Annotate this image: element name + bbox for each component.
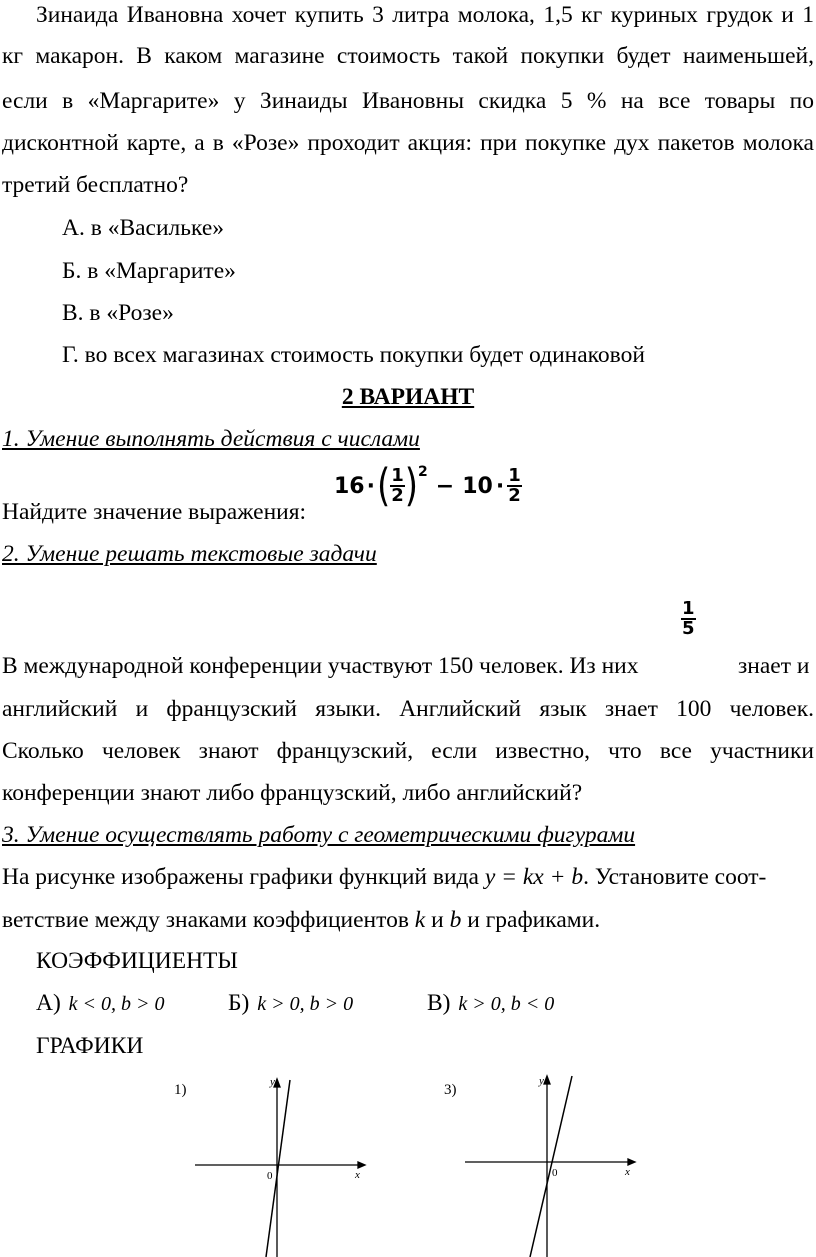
coef-c-label: В) [427, 990, 451, 1016]
graph-3-y-arrow [544, 1076, 550, 1084]
problem-line-1: Зинаида Ивановна хочет купить 3 литра молока, 1,5 кг куриных грудок и 1 [36, 2, 814, 28]
task1-skill-title: 1. Умение выполнять действия с числами [2, 426, 420, 452]
graph-1-x-label: x [355, 1169, 360, 1181]
expr-number-10: 10 [462, 473, 493, 499]
task3-line-2-text: ветствие между знаками коэффициентов [2, 907, 415, 933]
answer-option-c: В. в «Розе» [62, 300, 174, 326]
graph-3-origin: 0 [552, 1167, 558, 1179]
graph-3-y-label: y [539, 1075, 544, 1087]
coef-c-expr: k > 0, b < 0 [458, 993, 555, 1015]
task1-expression: 16 · ( $\frac{1}{2}$ ) 2 − 10 · $\frac{1}{2}$ [334, 460, 521, 512]
task2-fraction-den: 5 [682, 618, 695, 639]
task2-line-1b: знает и [738, 653, 810, 679]
expr-fraction-2-den: 2 [508, 485, 521, 506]
task3-skill-title: 3. Умение осуществлять работу с геометрическими фигурами [2, 822, 636, 848]
graph-3 [460, 1072, 640, 1257]
graph-1-number: 1) [174, 1082, 187, 1098]
expr-minus: − [435, 473, 455, 499]
task3-and: и [425, 907, 450, 933]
task3-line-2 [2, 905, 600, 935]
graph-3-number: 3) [444, 1082, 457, 1098]
coef-b [228, 988, 353, 1019]
coef-c [427, 988, 554, 1019]
graph-1-origin: 0 [267, 1170, 273, 1182]
problem-line-5: третий бесплатно? [2, 172, 189, 198]
task3-line-1 [2, 862, 766, 892]
task1-text: Найдите значение выражения: [2, 499, 307, 525]
variant-heading: 2 ВАРИАНТ [341, 384, 475, 410]
graph-1-x-arrow [358, 1162, 365, 1168]
task2-line-2: английский и французский языки. Английский язык знает 100 человек. [2, 696, 814, 722]
graph-3-line [530, 1076, 572, 1257]
task2-line-3: Сколько человек знают французский, если известно, что все участники [2, 738, 814, 764]
answer-option-d: Г. во всех магазинах стоимость покупки будет одинаковой [62, 342, 645, 368]
answer-option-a: А. в «Васильке» [62, 215, 225, 241]
task3-line-2-end: и графиками. [461, 907, 601, 933]
problem-line-4: дисконтной карте, а в «Розе» проходит акция: при покупке дух пакетов молока [2, 130, 814, 156]
expr-fraction-1-num: 1 [391, 465, 404, 486]
expr-number-16: 16 [334, 473, 365, 499]
expr-fraction-2-num: 1 [508, 465, 521, 486]
task3-line-1-text: На рисунке изображены графики функций вида [2, 864, 485, 890]
coef-a [36, 988, 165, 1019]
task2-fraction [681, 600, 696, 638]
expr-fraction-1-den: 2 [391, 485, 404, 506]
task3-line-1-end: . Установите соот- [583, 864, 767, 890]
expr-fraction-2 [507, 467, 522, 505]
graph-1-y-arrow [274, 1079, 280, 1087]
graph-3-x-arrow [628, 1159, 635, 1165]
graph-1-y-label: y [270, 1076, 275, 1088]
graph-1 [190, 1075, 370, 1257]
task2-line-4: конференции знают либо французский, либо английский? [2, 780, 583, 806]
coef-b-expr: k > 0, b > 0 [257, 993, 354, 1015]
task2-fraction-num: 1 [682, 598, 695, 619]
answer-option-b: Б. в «Маргарите» [62, 258, 236, 284]
problem-line-2: кг макарон. В каком магазине стоимость такой покупки будет наименьшей, [2, 43, 814, 69]
coef-a-label: А) [36, 990, 61, 1016]
expr-power: 2 [418, 464, 428, 480]
task2-skill-title: 2. Умение решать текстовые задачи [2, 541, 377, 567]
task2-line-1a: В международной конференции участвуют 150 человек. Из них [2, 653, 639, 679]
expr-fraction-1 [390, 467, 405, 505]
problem-line-3: если в «Маргарите» у Зинаиды Ивановны скидка 5 % на все товары по [2, 88, 814, 114]
graphs-title: ГРАФИКИ [36, 1033, 144, 1059]
coef-a-expr: k < 0, b > 0 [68, 993, 165, 1015]
task3-b: b [449, 907, 462, 933]
task3-k: k [414, 907, 426, 933]
expr-dot-2: · [495, 473, 505, 499]
graph-3-x-label: x [625, 1166, 630, 1178]
task3-formula: y = kx + b [484, 864, 584, 890]
graph-1-line [266, 1080, 290, 1257]
coef-title: КОЭФФИЦИЕНТЫ [36, 948, 238, 974]
coef-b-label: Б) [228, 990, 250, 1016]
expr-dot: · [366, 473, 375, 499]
